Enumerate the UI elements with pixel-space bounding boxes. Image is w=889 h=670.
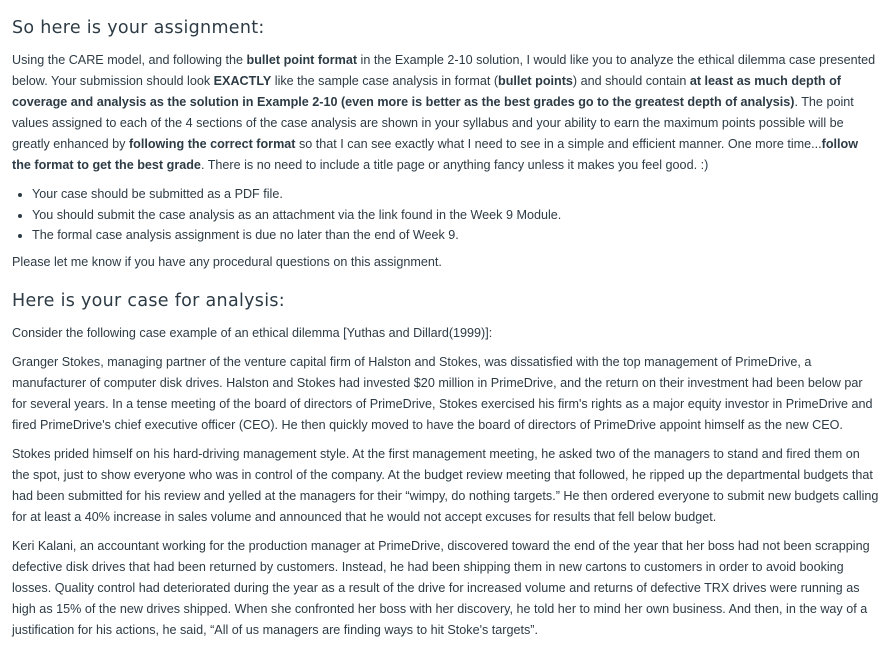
assignment-intro [12,50,879,176]
assignment-heading: So here is your assignment: [12,18,265,38]
intro-text-4: ) and should contain [572,74,690,88]
case-paragraph-management-style: Stokes prided himself on his hard-driving management style. At the first management meeting, he asked two of the managers to stand and fired them on the spot, just to show everyone who was in control of the company. At the budget review meeting that followed, he ripped up the departmental budgets that had been submitted for his review and yelled at the managers for their “wimpy, do nothing targets.” He then ordered everyone to submit new budgets calling for at least a 40% increase in sales volume and announced that he would not accept excuses for results that fell below budget. [12,446,879,524]
intro-text-5: . The point values assigned to each of the 4 sections of the case analysis are shown in your syllabus and your ability to earn the maximum points possible will be greatly enhanced by [12,95,854,151]
case-intro: Consider the following case example of an ethical dilemma [Yuthas and Dillard(1999)]: [12,325,493,340]
assignment-closing: Please let me know if you have any procedural questions on this assignment. [12,254,442,269]
case-heading: Here is your case for analysis: [12,290,285,311]
intro-text-2: in the Example 2-10 solution, I would like you to analyze the ethical dilemma case presented below. Your submission should look [12,53,876,88]
intro-text-7: . There is no need to include a title page or anything fancy unless it makes you feel good. :) [200,158,709,172]
intro-text-3: like the sample case analysis in format ( [271,74,499,88]
case-paragraph-stokes-firm: Granger Stokes, managing partner of the venture capital firm of Halston and Stokes, was dissatisfied with the top management of PrimeDrive, a manufacturer of computer disk drives. Halston and Stokes had invested $20 million in PrimeDrive, and the return on their investment had been below par for several years. In a tense meeting of the board of directors of PrimeDrive, Stokes exercised his firm's rights as a major equity investor in PrimeDrive and fired PrimeDrive's chief executive officer (CEO). He then quickly moved to have the board of directors of PrimeDrive appoint himself as the new CEO. [12,354,873,432]
intro-text-1: Using the CARE model, and following the [12,53,247,67]
bullet-due-date: • The formal case analysis assignment is due no later than the end of Week 9. [32,225,879,246]
bullet-attachment: • You should submit the case analysis as an attachment via the link found in the Week 9 Module. [32,205,879,226]
intro-bold-6: follow the format to get the best grade [12,137,859,172]
bullet-pdf: • Your case should be submitted as a PDF file. [32,184,879,205]
submission-bullet-list [12,184,879,246]
intro-bold-5: following the correct format [128,137,296,151]
intro-bold-1: bullet point format [246,53,358,67]
case-paragraph-keri-kalani: Keri Kalani, an accountant working for the production manager at PrimeDrive, discovered toward the end of the year that her boss had not been scrapping defective disk drives that had been returned by customers. Instead, he had been shipping them in new cartons to customers in order to avoid booking losses. Quality control had deteriorated during the year as a result of the drive for increased volume and returns of defective TRX drives were running as high as 15% of the new drives shipped. When she confronted her boss with her discovery, he told her to mind her own business. And then, in the way of a justification for his actions, he said, “All of us managers are finding ways to hit Stoke's targets”. [12,538,870,637]
intro-bold-4: at least as much depth of coverage and analysis as the solution in Example 2-10 (even more is better as the best grades go to the greatest depth of analysis) [12,74,841,109]
intro-text-6: so that I can see exactly what I need to see in a simple and efficient manner. One more time... [295,137,822,151]
intro-bold-3: bullet points [498,74,573,88]
intro-bold-2: EXACTLY [213,74,272,88]
